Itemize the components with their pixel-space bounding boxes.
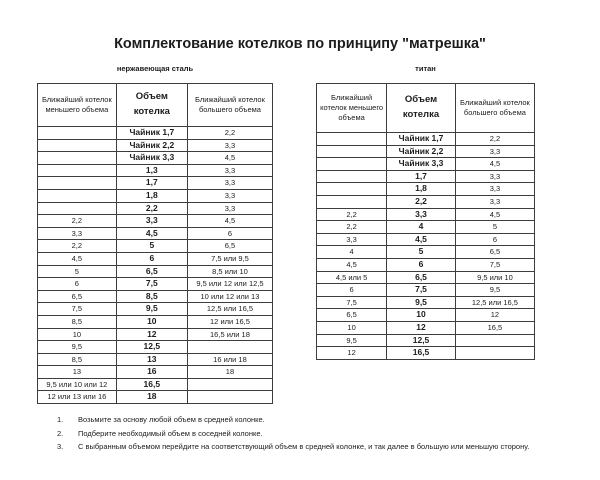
nearest-volume-cell: 3,3 bbox=[455, 183, 534, 196]
nearest-volume-cell: 3,3 bbox=[455, 170, 534, 183]
nearest-volume-cell bbox=[38, 127, 117, 140]
table-row bbox=[38, 202, 273, 215]
nearest-volume-cell bbox=[187, 378, 272, 391]
table-row bbox=[38, 366, 273, 379]
table-row bbox=[38, 290, 273, 303]
nearest-volume-cell bbox=[317, 195, 387, 208]
titanium-table-label: титан bbox=[415, 64, 436, 73]
volume-cell: 1,3 bbox=[116, 164, 187, 177]
volume-cell: 5 bbox=[387, 246, 456, 259]
volume-cell: 3,3 bbox=[387, 208, 456, 221]
table-row bbox=[38, 328, 273, 341]
titanium-table bbox=[316, 83, 535, 360]
nearest-volume-cell bbox=[187, 341, 272, 354]
volume-cell: Чайник 2,2 bbox=[116, 139, 187, 152]
volume-cell: Чайник 1,7 bbox=[387, 133, 456, 146]
nearest-volume-cell: 3,3 bbox=[187, 177, 272, 190]
steel-table-section bbox=[37, 64, 273, 404]
volume-cell: 6,5 bbox=[116, 265, 187, 278]
nearest-volume-cell: 12 или 13 или 16 bbox=[38, 391, 117, 404]
table-row bbox=[317, 258, 535, 271]
volume-cell: 1,7 bbox=[387, 170, 456, 183]
volume-cell: 12,5 bbox=[387, 334, 456, 347]
instruction-text: Подберите необходимый объем в соседней колонке. bbox=[78, 428, 263, 438]
table-row bbox=[317, 334, 535, 347]
table-row bbox=[38, 127, 273, 140]
header-row bbox=[317, 84, 535, 133]
nearest-volume-cell: 10 или 12 или 13 bbox=[187, 290, 272, 303]
nearest-volume-cell bbox=[38, 189, 117, 202]
volume-cell: 18 bbox=[116, 391, 187, 404]
nearest-volume-cell: 5 bbox=[38, 265, 117, 278]
table-row bbox=[317, 246, 535, 259]
table-row bbox=[317, 221, 535, 234]
table-row bbox=[317, 208, 535, 221]
nearest-volume-cell: 5 bbox=[455, 221, 534, 234]
nearest-volume-cell: 2,2 bbox=[187, 127, 272, 140]
nearest-volume-cell: 6 bbox=[455, 233, 534, 246]
page-title: Комплектование котелков по принципу "матрешка" bbox=[114, 36, 486, 52]
nearest-volume-cell: 3,3 bbox=[187, 189, 272, 202]
table-row bbox=[38, 189, 273, 202]
table-row bbox=[317, 296, 535, 309]
volume-cell: 12 bbox=[387, 321, 456, 334]
nearest-volume-cell: 2,2 bbox=[317, 221, 387, 234]
column-header: Объем котелка bbox=[116, 84, 187, 127]
nearest-volume-cell bbox=[455, 347, 534, 360]
nearest-volume-cell bbox=[317, 170, 387, 183]
instruction-item bbox=[57, 440, 582, 454]
nearest-volume-cell: 2,2 bbox=[38, 215, 117, 228]
volume-cell: 5 bbox=[116, 240, 187, 253]
column-header: Ближайший котелок большего объема bbox=[455, 84, 534, 133]
nearest-volume-cell bbox=[38, 202, 117, 215]
nearest-volume-cell: 13 bbox=[38, 366, 117, 379]
table-row bbox=[38, 278, 273, 291]
table-row bbox=[317, 145, 535, 158]
instruction-item bbox=[57, 427, 582, 441]
table-row bbox=[38, 315, 273, 328]
volume-cell: 12 bbox=[116, 328, 187, 341]
nearest-volume-cell: 4,5 bbox=[187, 152, 272, 165]
steel-table bbox=[37, 83, 273, 404]
nearest-volume-cell bbox=[38, 139, 117, 152]
volume-cell: 16 bbox=[116, 366, 187, 379]
nearest-volume-cell: 9,5 bbox=[455, 284, 534, 297]
nearest-volume-cell: 8,5 bbox=[38, 315, 117, 328]
table-row bbox=[38, 303, 273, 316]
nearest-volume-cell: 12 bbox=[455, 309, 534, 322]
table-row bbox=[38, 378, 273, 391]
nearest-volume-cell: 4,5 bbox=[455, 158, 534, 171]
table-row bbox=[38, 177, 273, 190]
table-row bbox=[317, 195, 535, 208]
nearest-volume-cell: 12 или 16,5 bbox=[187, 315, 272, 328]
table-row bbox=[317, 321, 535, 334]
volume-cell: 6 bbox=[116, 252, 187, 265]
nearest-volume-cell: 4,5 или 5 bbox=[317, 271, 387, 284]
nearest-volume-cell: 7,5 bbox=[455, 258, 534, 271]
nearest-volume-cell: 8,5 bbox=[38, 353, 117, 366]
table-row bbox=[317, 158, 535, 171]
column-header: Ближайший котелок большего объема bbox=[187, 84, 272, 127]
volume-cell: 9,5 bbox=[387, 296, 456, 309]
nearest-volume-cell: 12,5 или 16,5 bbox=[187, 303, 272, 316]
nearest-volume-cell: 6 bbox=[187, 227, 272, 240]
volume-cell: 1,7 bbox=[116, 177, 187, 190]
nearest-volume-cell: 10 bbox=[38, 328, 117, 341]
nearest-volume-cell bbox=[317, 133, 387, 146]
table-row bbox=[317, 347, 535, 360]
nearest-volume-cell: 10 bbox=[317, 321, 387, 334]
table-row bbox=[317, 284, 535, 297]
nearest-volume-cell: 18 bbox=[187, 366, 272, 379]
nearest-volume-cell: 3,3 bbox=[455, 195, 534, 208]
table-row bbox=[38, 139, 273, 152]
nearest-volume-cell bbox=[317, 158, 387, 171]
nearest-volume-cell: 7,5 bbox=[38, 303, 117, 316]
nearest-volume-cell: 3,3 bbox=[455, 145, 534, 158]
instruction-number: 2. bbox=[57, 428, 64, 438]
volume-cell: 8,5 bbox=[116, 290, 187, 303]
nearest-volume-cell: 3,3 bbox=[187, 164, 272, 177]
instruction-text: Возьмите за основу любой объем в средней колонке. bbox=[78, 415, 265, 424]
nearest-volume-cell: 7,5 bbox=[317, 296, 387, 309]
instruction-number: 3. bbox=[57, 442, 64, 451]
volume-cell: 3,3 bbox=[116, 215, 187, 228]
table-row bbox=[38, 391, 273, 404]
table-row bbox=[38, 240, 273, 253]
nearest-volume-cell bbox=[38, 164, 117, 177]
table-row bbox=[317, 183, 535, 196]
volume-cell: 7,5 bbox=[387, 284, 456, 297]
nearest-volume-cell: 6,5 bbox=[187, 240, 272, 253]
table-row bbox=[317, 271, 535, 284]
nearest-volume-cell bbox=[455, 334, 534, 347]
titanium-table-section bbox=[316, 64, 535, 360]
volume-cell: 6,5 bbox=[387, 271, 456, 284]
column-header: Объем котелка bbox=[387, 84, 456, 133]
table-row bbox=[38, 265, 273, 278]
nearest-volume-cell: 9,5 bbox=[317, 334, 387, 347]
table-row bbox=[38, 227, 273, 240]
instruction-text: С выбранным объемом перейдите на соответствующий объем в средней колонке, и так далее в большую или меньшую сторону. bbox=[78, 442, 530, 451]
column-header: Ближайший котелок меньшего объема bbox=[317, 84, 387, 133]
nearest-volume-cell: 16 или 18 bbox=[187, 353, 272, 366]
volume-cell: 16,5 bbox=[116, 378, 187, 391]
table-row bbox=[38, 215, 273, 228]
volume-cell: 4 bbox=[387, 221, 456, 234]
volume-cell: 1,8 bbox=[387, 183, 456, 196]
volume-cell: Чайник 3,3 bbox=[387, 158, 456, 171]
instruction-item bbox=[57, 413, 582, 427]
nearest-volume-cell bbox=[38, 152, 117, 165]
volume-cell: 13 bbox=[116, 353, 187, 366]
column-header: Ближайший котелок меньшего объема bbox=[38, 84, 117, 127]
nearest-volume-cell: 12 bbox=[317, 347, 387, 360]
volume-cell: Чайник 3,3 bbox=[116, 152, 187, 165]
nearest-volume-cell: 9,5 или 10 или 12 bbox=[38, 378, 117, 391]
nearest-volume-cell: 6,5 bbox=[317, 309, 387, 322]
table-row bbox=[38, 353, 273, 366]
nearest-volume-cell: 4,5 bbox=[187, 215, 272, 228]
nearest-volume-cell: 2,2 bbox=[455, 133, 534, 146]
volume-cell: 12,5 bbox=[116, 341, 187, 354]
nearest-volume-cell: 9,5 или 10 bbox=[455, 271, 534, 284]
nearest-volume-cell bbox=[38, 177, 117, 190]
nearest-volume-cell: 12,5 или 16,5 bbox=[455, 296, 534, 309]
header-row bbox=[38, 84, 273, 127]
nearest-volume-cell: 6,5 bbox=[455, 246, 534, 259]
table-row bbox=[38, 341, 273, 354]
volume-cell: Чайник 1,7 bbox=[116, 127, 187, 140]
instruction-number: 1. bbox=[57, 415, 64, 424]
nearest-volume-cell: 3,3 bbox=[187, 139, 272, 152]
nearest-volume-cell: 3,3 bbox=[317, 233, 387, 246]
nearest-volume-cell bbox=[317, 145, 387, 158]
volume-cell: 16,5 bbox=[387, 347, 456, 360]
volume-cell: 4,5 bbox=[387, 233, 456, 246]
nearest-volume-cell: 4 bbox=[317, 246, 387, 259]
table-row bbox=[38, 252, 273, 265]
nearest-volume-cell: 6 bbox=[38, 278, 117, 291]
table-row bbox=[317, 233, 535, 246]
table-row bbox=[317, 133, 535, 146]
volume-cell: 2,2 bbox=[387, 195, 456, 208]
volume-cell: 4,5 bbox=[116, 227, 187, 240]
nearest-volume-cell: 7,5 или 9,5 bbox=[187, 252, 272, 265]
nearest-volume-cell: 16,5 или 18 bbox=[187, 328, 272, 341]
nearest-volume-cell: 6 bbox=[317, 284, 387, 297]
volume-cell: 6 bbox=[387, 258, 456, 271]
volume-cell: 2,2 bbox=[116, 202, 187, 215]
volume-cell: 10 bbox=[387, 309, 456, 322]
table-row bbox=[317, 309, 535, 322]
volume-cell: 10 bbox=[116, 315, 187, 328]
nearest-volume-cell: 4,5 bbox=[455, 208, 534, 221]
nearest-volume-cell bbox=[187, 391, 272, 404]
instructions-list bbox=[57, 413, 582, 454]
nearest-volume-cell: 9,5 или 12 или 12,5 bbox=[187, 278, 272, 291]
nearest-volume-cell: 3,3 bbox=[187, 202, 272, 215]
nearest-volume-cell: 8,5 или 10 bbox=[187, 265, 272, 278]
table-row bbox=[38, 164, 273, 177]
volume-cell: 9,5 bbox=[116, 303, 187, 316]
volume-cell: Чайник 2,2 bbox=[387, 145, 456, 158]
table-row bbox=[38, 152, 273, 165]
table-row bbox=[317, 170, 535, 183]
nearest-volume-cell: 2,2 bbox=[317, 208, 387, 221]
nearest-volume-cell: 6,5 bbox=[38, 290, 117, 303]
nearest-volume-cell: 16,5 bbox=[455, 321, 534, 334]
nearest-volume-cell: 9,5 bbox=[38, 341, 117, 354]
volume-cell: 1,8 bbox=[116, 189, 187, 202]
nearest-volume-cell: 4,5 bbox=[317, 258, 387, 271]
nearest-volume-cell: 4,5 bbox=[38, 252, 117, 265]
volume-cell: 7,5 bbox=[116, 278, 187, 291]
nearest-volume-cell: 2,2 bbox=[38, 240, 117, 253]
nearest-volume-cell: 3,3 bbox=[38, 227, 117, 240]
steel-table-label: нержавеющая сталь bbox=[116, 64, 194, 73]
nearest-volume-cell bbox=[317, 183, 387, 196]
